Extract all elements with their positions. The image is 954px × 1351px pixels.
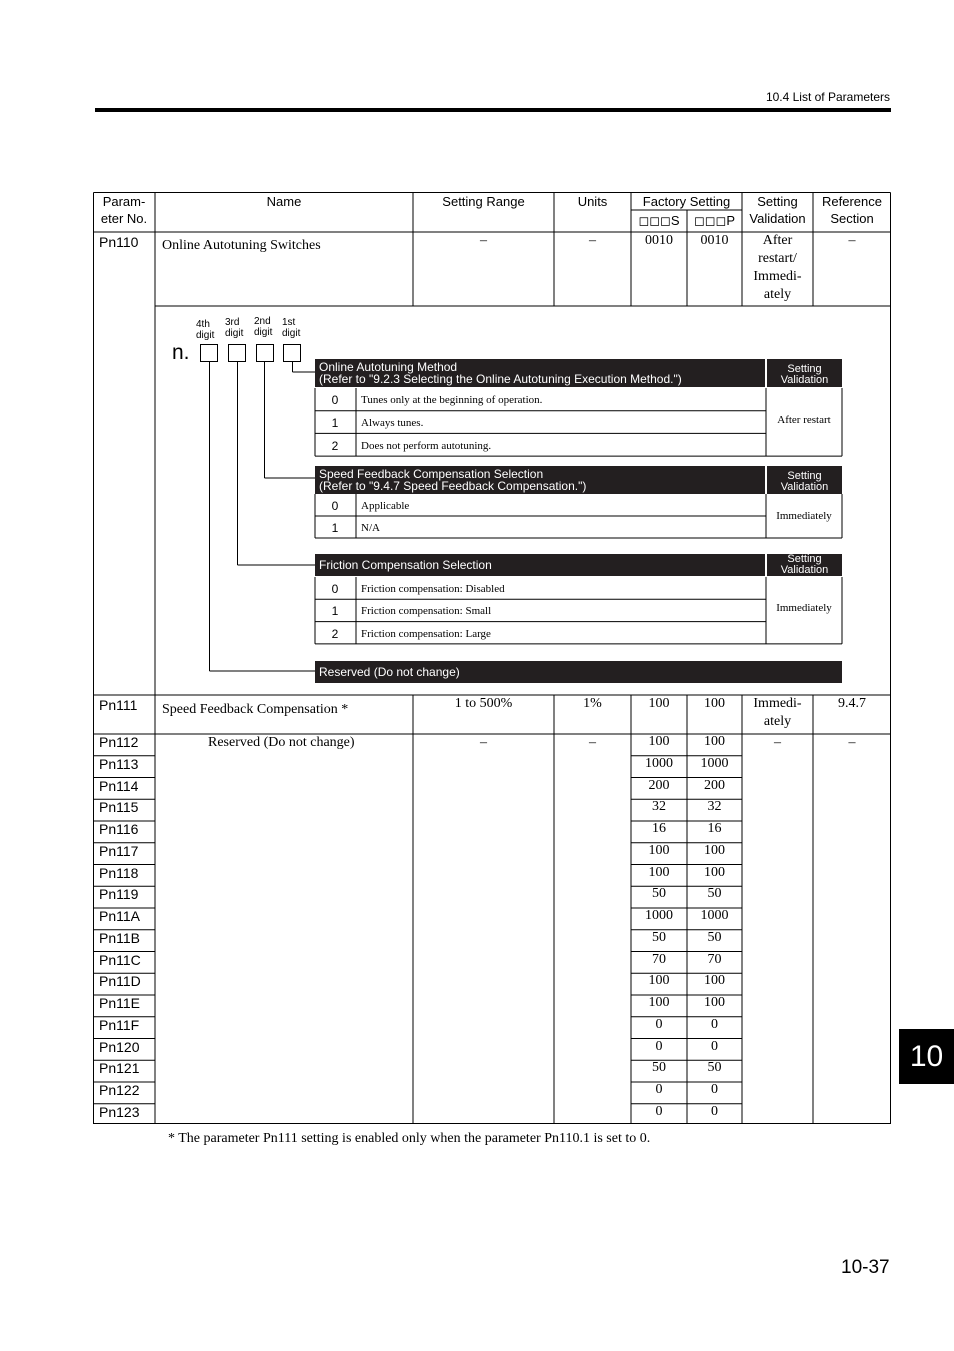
digit-prefix: n. (172, 341, 190, 364)
reserved-row-number: Pn11F (99, 1016, 140, 1033)
reserved-row-factory-s: 0 (655, 1016, 663, 1032)
reserved-row-factory-s: 32 (652, 799, 666, 815)
pn110-range: – (480, 233, 487, 248)
group-friction-sv-header: Setting Validation (767, 554, 842, 576)
reserved-row-factory-s: 50 (652, 929, 666, 945)
group-friction-title: Friction Compensation Selection (315, 554, 765, 576)
col-header-param-no: Param- eter No. (100, 194, 148, 226)
col-header-units: Units (577, 194, 608, 209)
reserved-row-factory-s: 0 (655, 1038, 663, 1054)
reserved-row-factory-s: 1000 (645, 908, 673, 923)
reserved-row-factory-p: 0 (711, 1082, 718, 1097)
reserved-row-number: Pn119 (99, 886, 139, 903)
reserved-row-number: Pn112 (99, 734, 139, 750)
reserved-row-factory-p: 0 (711, 1103, 718, 1119)
reserved-row-number: Pn116 (99, 821, 139, 837)
pn110-units: – (589, 233, 596, 248)
section-header: 10.4 List of Parameters (765, 90, 890, 104)
group-reserved-title: Reserved (Do not change) (315, 661, 842, 683)
reserved-row-factory-p: 50 (707, 1060, 722, 1076)
reserved-row-factory-p: 50 (707, 886, 722, 902)
reserved-row-number: Pn121 (99, 1060, 140, 1077)
pn110-number: Pn110 (99, 234, 139, 250)
reserved-row-factory-p: 1000 (700, 908, 729, 923)
group-speed-feedback-sv-header: Setting Validation (767, 466, 842, 494)
col-header-setting-range: Setting Range (442, 194, 525, 209)
reserved-row-factory-p: 70 (707, 951, 722, 967)
option-text: Friction compensation: Large (361, 628, 491, 640)
footnote: * The parameter Pn111 setting is enabled only when the parameter Pn110.1 is set to 0. (168, 1131, 651, 1146)
option-number: 1 (331, 416, 339, 430)
chapter-tab-number: 10 (909, 1040, 944, 1073)
option-number: 2 (331, 439, 339, 453)
pn110-reference: – (848, 233, 856, 248)
option-number: 0 (331, 582, 339, 596)
reserved-row-number: Pn118 (99, 864, 139, 881)
pn110-factory-p: 0010 (700, 233, 729, 248)
reserved-row-factory-p: 0 (711, 1016, 718, 1032)
pn111-units: 1% (583, 696, 602, 711)
reserved-validation: – (774, 735, 781, 750)
reserved-row-factory-s: 100 (648, 734, 670, 749)
col-header-reference-section: Reference Section (822, 194, 882, 226)
pn111-reference: 9.4.7 (838, 696, 866, 711)
pn111-factory-s: 100 (648, 696, 670, 711)
reserved-row-factory-s: 100 (648, 995, 670, 1010)
digit-label-3rd: 3rd digit (225, 317, 244, 339)
group-online-autotuning-validation: After restart (777, 414, 831, 426)
pn111-name: Speed Feedback Compensation * (162, 702, 349, 717)
digit-label-4th: 4th digit (196, 319, 215, 341)
group-speed-feedback-validation: Immediately (776, 510, 832, 522)
reserved-row-factory-p: 50 (707, 929, 722, 945)
reserved-row-number: Pn114 (99, 777, 139, 794)
reserved-row-factory-p: 100 (704, 995, 725, 1010)
option-number: 1 (331, 604, 339, 618)
table-grid (93, 192, 891, 1125)
col-header-factory-setting: Factory Setting (642, 194, 731, 209)
reserved-row-number: Pn123 (99, 1103, 140, 1120)
reserved-row-number: Pn11E (99, 995, 140, 1011)
reserved-row-factory-s: 0 (655, 1082, 663, 1097)
col-header-name: Name (266, 194, 302, 209)
reserved-row-factory-s: 1000 (645, 755, 673, 771)
pn111-number: Pn111 (99, 697, 138, 713)
reserved-row-factory-p: 16 (707, 821, 722, 836)
reserved-row-factory-p: 0 (711, 1038, 718, 1054)
reserved-row-factory-p: 100 (704, 973, 725, 989)
option-number: 0 (331, 499, 339, 513)
reserved-row-factory-s: 100 (648, 973, 670, 989)
reserved-units: – (589, 735, 596, 750)
reserved-row-factory-p: 100 (704, 734, 725, 749)
option-number: 1 (331, 521, 339, 535)
digit-label-2nd: 2nd digit (254, 316, 273, 338)
pn110-validation: After restart/ Immedi- ately (753, 233, 802, 302)
reserved-row-number: Pn11B (99, 929, 140, 946)
reserved-row-number: Pn120 (99, 1038, 140, 1055)
reserved-row-number: Pn11D (99, 973, 141, 990)
option-text: Tunes only at the beginning of operation. (361, 394, 543, 406)
page-number: 10-37 (841, 1257, 890, 1278)
header-rule (95, 108, 891, 112)
digit-label-1st: 1st digit (282, 317, 301, 339)
reserved-reference: – (848, 735, 856, 750)
option-number: 2 (331, 627, 339, 641)
col-header-model-p: ◻◻◻P (693, 213, 736, 228)
reserved-row-factory-s: 16 (652, 821, 666, 836)
reserved-row-factory-s: 200 (648, 777, 670, 793)
pn110-factory-s: 0010 (645, 233, 673, 248)
option-text: N/A (361, 522, 380, 534)
parameter-table (93, 192, 891, 1125)
option-text: Friction compensation: Disabled (361, 583, 505, 595)
reserved-row-factory-p: 100 (704, 864, 725, 880)
reserved-name: Reserved (Do not change) (208, 735, 355, 750)
pn111-range: 1 to 500% (454, 696, 513, 711)
option-text: Friction compensation: Small (361, 605, 492, 617)
col-header-model-s: ◻◻◻S (638, 213, 680, 228)
reserved-row-factory-s: 50 (652, 886, 666, 902)
group-friction-validation: Immediately (776, 602, 832, 614)
pn110-name: Online Autotuning Switches (162, 238, 321, 253)
reserved-row-number: Pn113 (99, 755, 139, 772)
pn111-factory-p: 100 (704, 696, 725, 711)
reserved-range: – (480, 735, 487, 750)
reserved-row-number: Pn115 (99, 799, 139, 816)
option-text: Applicable (361, 500, 410, 512)
reserved-row-factory-s: 100 (648, 842, 670, 858)
chapter-tab (899, 1029, 954, 1084)
reserved-row-number: Pn11A (99, 908, 140, 924)
reserved-row-factory-p: 1000 (700, 755, 729, 771)
reserved-row-number: Pn11C (99, 951, 141, 968)
group-online-autotuning-title: Online Autotuning Method (Refer to "9.2.3 Selecting the Online Autotuning Execution Method.") (315, 359, 765, 387)
reserved-row-factory-s: 70 (652, 951, 666, 967)
reserved-row-factory-p: 200 (704, 777, 725, 793)
group-online-autotuning-sv-header: Setting Validation (767, 359, 842, 387)
col-header-setting-validation: Setting Validation (749, 194, 806, 226)
reserved-row-factory-s: 0 (655, 1103, 663, 1119)
reserved-row-factory-s: 100 (648, 864, 670, 880)
pn111-validation: Immedi- ately (753, 696, 802, 729)
reserved-row-factory-p: 32 (707, 799, 722, 815)
option-text: Does not perform autotuning. (361, 440, 492, 452)
option-text: Always tunes. (361, 417, 424, 429)
option-number: 0 (331, 393, 339, 407)
reserved-row-number: Pn117 (99, 842, 139, 859)
reserved-row-number: Pn122 (99, 1082, 140, 1098)
group-speed-feedback-title: Speed Feedback Compensation Selection (Refer to "9.4.7 Speed Feedback Compensation.") (315, 466, 765, 494)
reserved-row-factory-p: 100 (704, 842, 725, 858)
reserved-row-factory-s: 50 (652, 1060, 666, 1076)
